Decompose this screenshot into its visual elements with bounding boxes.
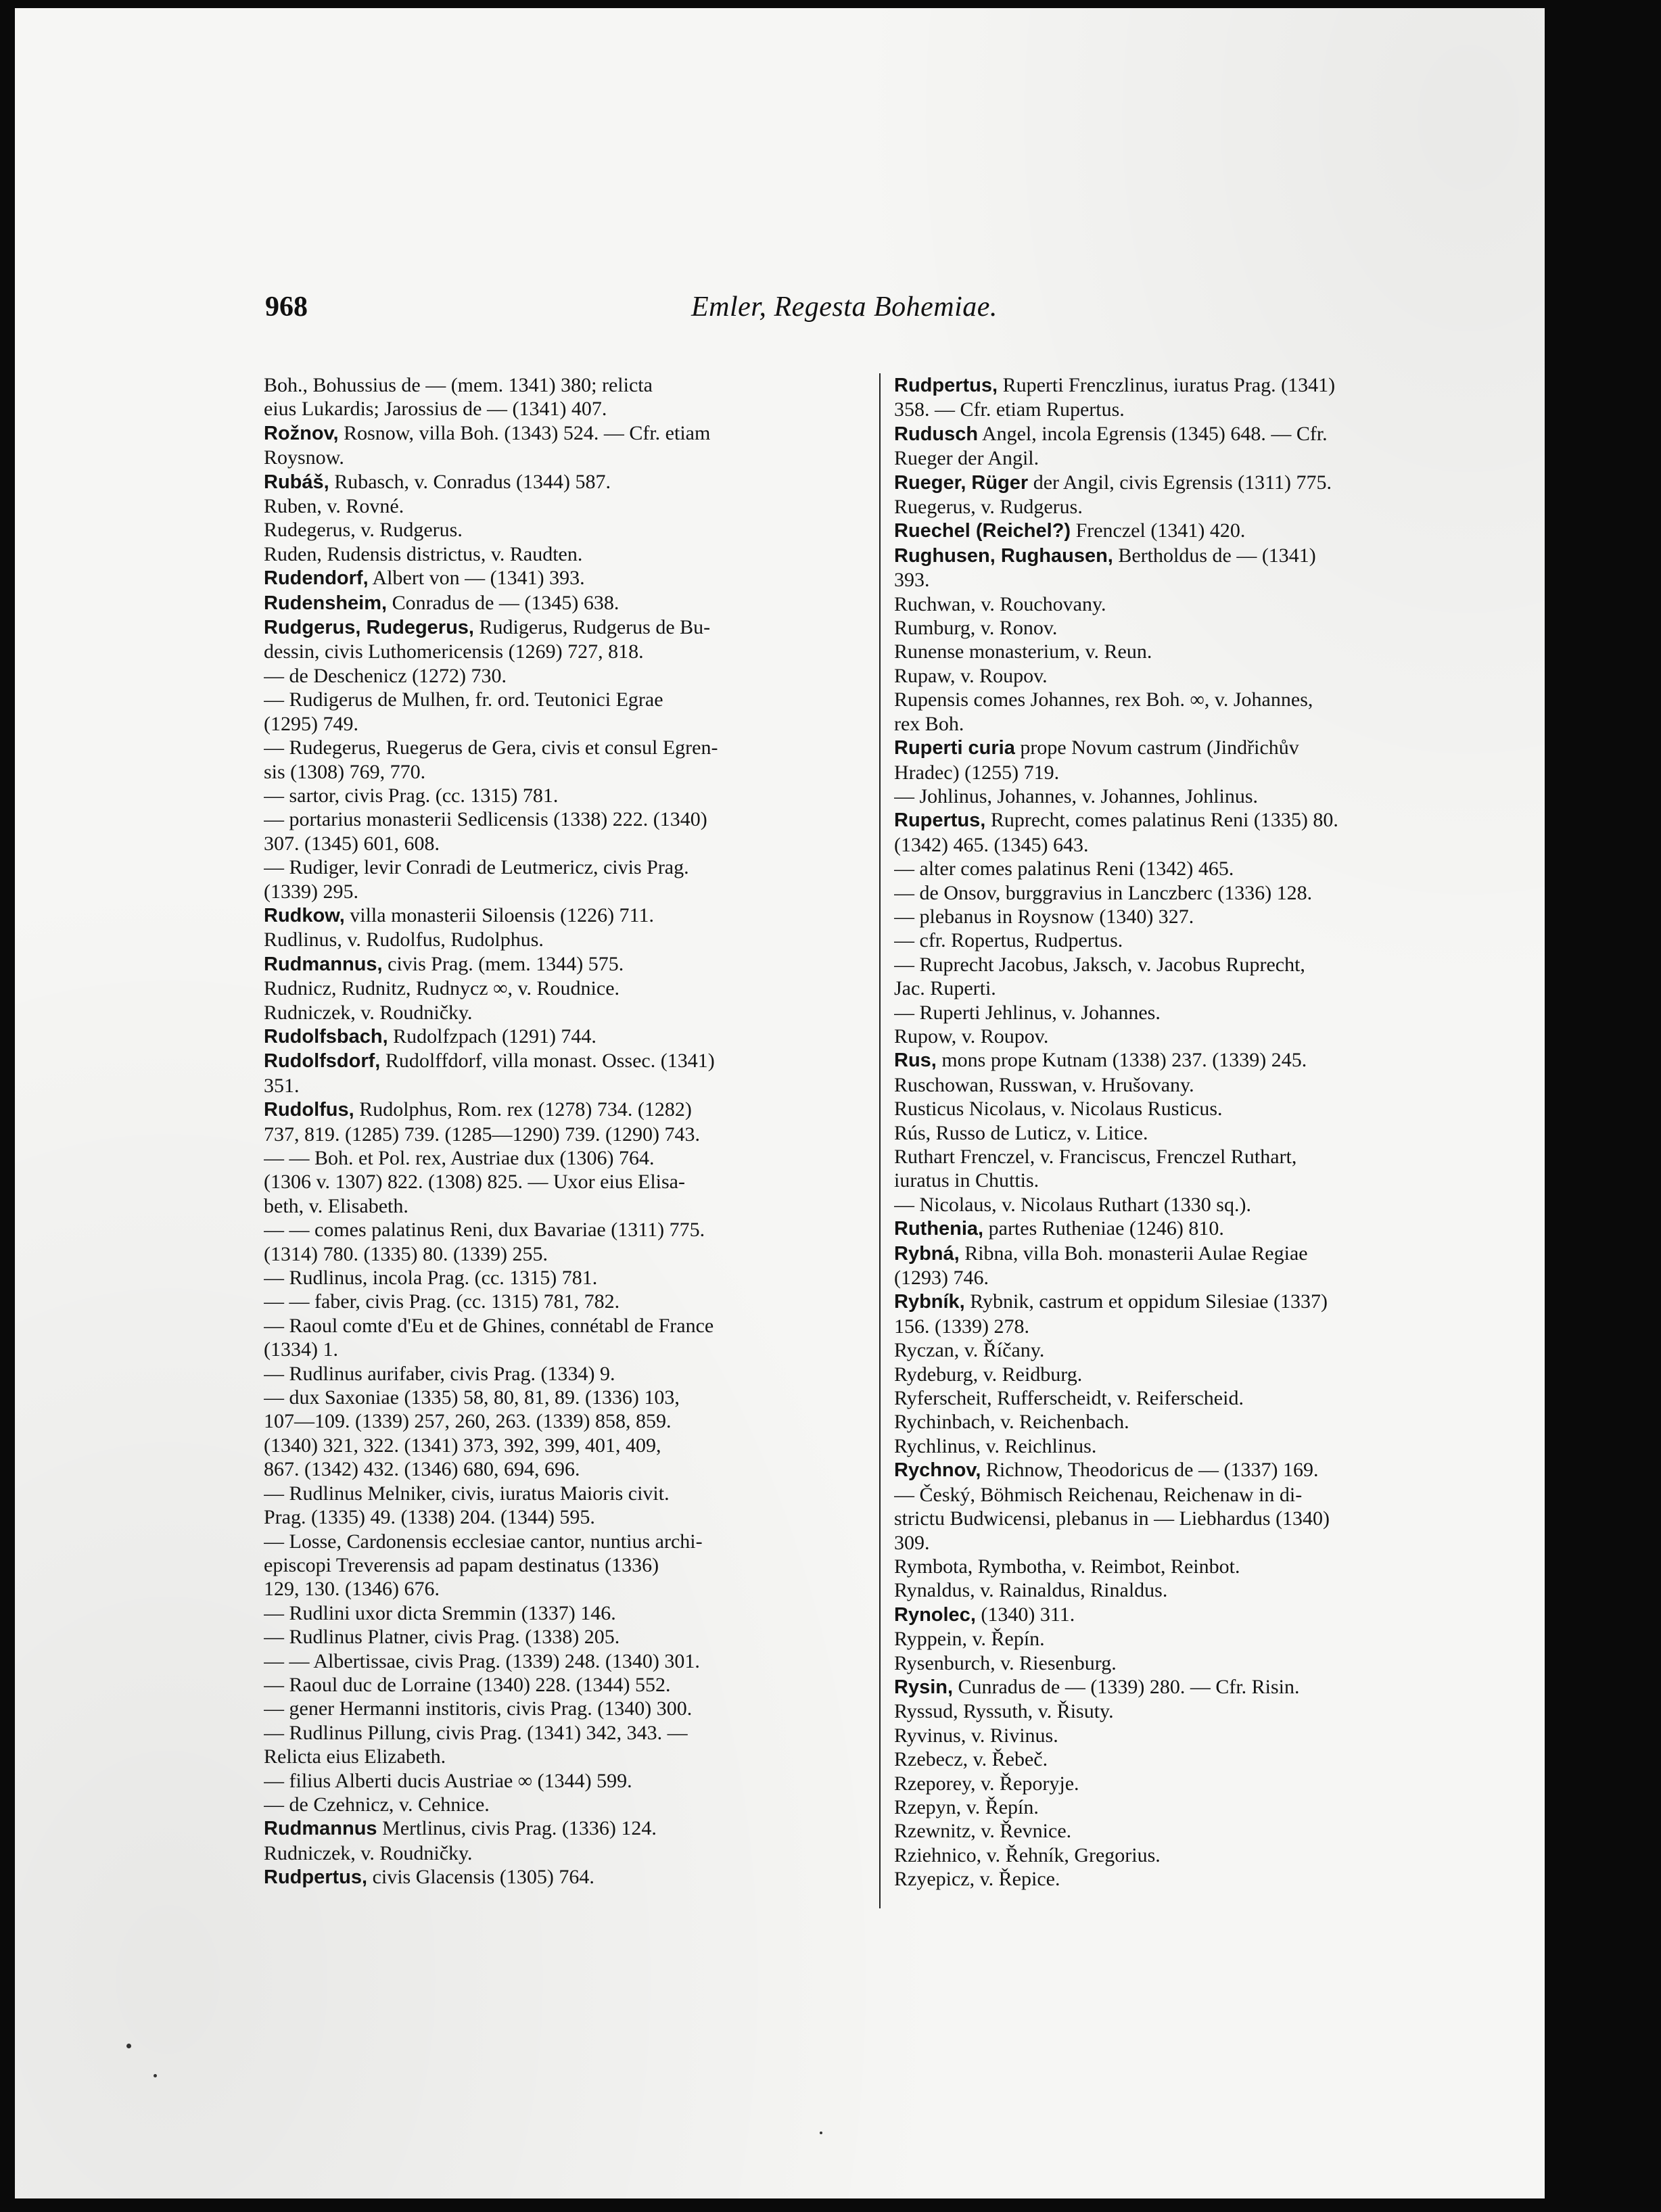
index-entry-line xyxy=(264,1530,859,1553)
entry-text: — de Czehnicz, v. Cehnice. xyxy=(264,1793,490,1816)
entry-text: — portarius monasterii Sedlicensis (1338) 222. (1340) xyxy=(264,808,707,831)
index-entry-line xyxy=(894,808,1489,832)
page-header xyxy=(265,291,1462,331)
entry-headword: Rudkow, xyxy=(264,904,345,926)
index-entry-line xyxy=(894,1025,1489,1048)
entry-text: — — Boh. et Pol. rex, Austriae dux (1306) 764. xyxy=(264,1147,655,1169)
entry-text: Ruegerus, v. Rudgerus. xyxy=(894,496,1083,519)
index-entry-line xyxy=(264,1290,859,1313)
entry-text: Jac. Ruperti. xyxy=(894,977,996,1000)
index-entry-line xyxy=(264,1218,859,1242)
entry-text: 393. xyxy=(894,569,930,592)
entry-text: Ruben, v. Rovné. xyxy=(264,495,404,518)
running-title: Emler, Regesta Bohemiae. xyxy=(691,291,998,323)
index-entry-line xyxy=(264,470,859,494)
index-entry-line xyxy=(264,640,859,663)
entry-text: Rumburg, v. Ronov. xyxy=(894,617,1058,640)
index-entry-line xyxy=(894,1747,1489,1771)
index-entry-line xyxy=(264,1649,859,1673)
index-entry-line xyxy=(894,1121,1489,1145)
entry-text: — de Deschenicz (1272) 730. xyxy=(264,664,507,687)
entry-text: Rudigerus, Rudgerus de Bu- xyxy=(474,616,711,639)
index-entry-line xyxy=(894,664,1489,688)
entry-text: Rupensis comes Johannes, rex Boh. ∞, v. Johannes, xyxy=(894,688,1313,711)
index-entry-line xyxy=(264,1049,859,1073)
entry-text: — Nicolaus, v. Nicolaus Ruthart (1330 sq.). xyxy=(894,1193,1251,1216)
index-entry-line xyxy=(894,1651,1489,1675)
entry-text: Ryppein, v. Řepín. xyxy=(894,1628,1045,1651)
index-entry-line xyxy=(264,1338,859,1361)
index-entry-line xyxy=(894,616,1489,640)
entry-text: Ruprecht, comes palatinus Reni (1335) 80. xyxy=(985,809,1338,832)
index-entry-line xyxy=(264,664,859,688)
index-entry-line xyxy=(894,446,1489,470)
entry-text: — Rudlini uxor dicta Sremmin (1337) 146. xyxy=(264,1601,616,1624)
index-entry-line xyxy=(264,952,859,976)
entry-text: — Rudegerus, Ruegerus de Gera, civis et consul Egren- xyxy=(264,736,718,759)
index-entry-line xyxy=(894,833,1489,857)
entry-text: — sartor, civis Prag. (cc. 1315) 781. xyxy=(264,784,559,807)
entry-text: 107—109. (1339) 257, 260, 263. (1339) 858, 859. xyxy=(264,1410,672,1433)
entry-text: Conradus de — (1345) 638. xyxy=(387,591,619,614)
index-entry-line xyxy=(264,1601,859,1625)
index-entry-line xyxy=(264,1386,859,1409)
entry-headword: Rysin, xyxy=(894,1676,954,1698)
index-entry-line xyxy=(894,761,1489,784)
index-entry-line xyxy=(894,1001,1489,1025)
index-entry-line xyxy=(894,1724,1489,1747)
entry-text: Ryssud, Ryssuth, v. Řisuty. xyxy=(894,1700,1114,1723)
entry-text: Ribna, villa Boh. monasterii Aulae Regiae xyxy=(959,1242,1308,1265)
entry-text: Rudolffdorf, villa monast. Ossec. (1341) xyxy=(380,1050,715,1073)
index-entry-line xyxy=(894,736,1489,760)
index-entry-line xyxy=(894,1675,1489,1699)
entry-headword: Rudgerus, Rudegerus, xyxy=(264,617,474,639)
index-entry-line xyxy=(894,1073,1489,1097)
entry-text: 351. xyxy=(264,1074,300,1097)
index-entry-line xyxy=(264,1434,859,1457)
entry-text: 867. (1342) 432. (1346) 680, 694, 696. xyxy=(264,1458,580,1481)
index-entry-line xyxy=(894,1483,1489,1507)
index-entry-line xyxy=(264,760,859,784)
index-entry-line xyxy=(894,1097,1489,1121)
entry-text: der Angil, civis Egrensis (1311) 775. xyxy=(1028,471,1332,494)
index-entry-line xyxy=(894,688,1489,711)
entry-text: Runense monasterium, v. Reun. xyxy=(894,640,1152,663)
entry-headword: Rubáš, xyxy=(264,471,329,493)
index-entry-line xyxy=(264,880,859,903)
column-divider xyxy=(879,373,881,1908)
index-entry-line xyxy=(264,1482,859,1505)
entry-text: civis Prag. (mem. 1344) 575. xyxy=(382,952,624,975)
index-entry-line xyxy=(264,736,859,759)
entry-text: 156. (1339) 278. xyxy=(894,1315,1029,1338)
entry-text: Rychinbach, v. Reichenbach. xyxy=(894,1411,1129,1434)
index-entry-line xyxy=(264,1409,859,1433)
index-entry-line xyxy=(264,615,859,640)
entry-text: — Rudigerus de Mulhen, fr. ord. Teutonici Egrae xyxy=(264,688,663,711)
entry-text: Roysnow. xyxy=(264,446,344,469)
entry-text: Rudniczek, v. Roudničky. xyxy=(264,1841,473,1864)
entry-text: Rudniczek, v. Roudničky. xyxy=(264,1001,473,1024)
entry-text: partes Rutheniae (1246) 810. xyxy=(983,1217,1224,1240)
entry-text: eius Lukardis; Jarossius de — (1341) 407. xyxy=(264,398,607,421)
entry-text: Rudolphus, Rom. rex (1278) 734. (1282) xyxy=(354,1098,692,1121)
index-entry-line xyxy=(264,494,859,518)
index-entry-line xyxy=(894,1603,1489,1627)
index-entry-line xyxy=(894,1217,1489,1241)
index-entry-line xyxy=(264,1745,859,1768)
entry-text: — dux Saxoniae (1335) 58, 80, 81, 89. (1336) 103, xyxy=(264,1386,680,1409)
entry-text: — — comes palatinus Reni, dux Bavariae (1311) 775. xyxy=(264,1219,705,1242)
index-entry-line xyxy=(264,1625,859,1649)
entry-text: Rudegerus, v. Rudgerus. xyxy=(264,519,463,542)
index-entry-line xyxy=(894,1266,1489,1290)
index-entry-line xyxy=(264,1457,859,1481)
scan-speck xyxy=(820,2132,822,2134)
index-entry-line xyxy=(894,905,1489,928)
entry-text: Rynaldus, v. Rainaldus, Rinaldus. xyxy=(894,1579,1168,1602)
entry-headword: Rudolfsdorf, xyxy=(264,1050,381,1073)
entry-text: Rzepyn, v. Řepín. xyxy=(894,1795,1039,1818)
entry-text: (1306 v. 1307) 822. (1308) 825. — Uxor eius Elisa- xyxy=(264,1171,685,1194)
entry-text: Rudnicz, Rudnitz, Rudnycz ∞, v. Roudnice. xyxy=(264,977,620,1000)
entry-text: Relicta eius Elizabeth. xyxy=(264,1745,446,1768)
entry-text: villa monasterii Siloensis (1226) 711. xyxy=(344,903,654,926)
entry-text: Rupaw, v. Roupov. xyxy=(894,664,1048,687)
index-entry-line xyxy=(894,1555,1489,1578)
entry-headword: Rybník, xyxy=(894,1291,965,1313)
index-entry-line xyxy=(264,1242,859,1266)
index-entry-line xyxy=(264,1001,859,1025)
index-entry-line xyxy=(894,1338,1489,1362)
entry-text: Mertlinus, civis Prag. (1336) 124. xyxy=(377,1817,657,1840)
index-entry-line xyxy=(894,1507,1489,1530)
entry-headword: Rudusch xyxy=(894,423,979,445)
entry-headword: Rueger, Rüger xyxy=(894,471,1029,494)
entry-text: — Rudlinus aurifaber, civis Prag. (1334) 9. xyxy=(264,1362,615,1385)
entry-text: Rziehnico, v. Řehník, Gregorius. xyxy=(894,1843,1161,1866)
entry-headword: Rus, xyxy=(894,1050,937,1072)
entry-text: Cunradus de — (1339) 280. — Cfr. Risin. xyxy=(953,1675,1300,1698)
entry-text: mons prope Kutnam (1338) 237. (1339) 245. xyxy=(936,1049,1307,1072)
entry-text: — Ruperti Jehlinus, v. Johannes. xyxy=(894,1001,1161,1024)
entry-text: — gener Hermanni institoris, civis Prag. (1340) 300. xyxy=(264,1697,693,1720)
index-entry-line xyxy=(264,832,859,855)
entry-text: — Rudiger, levir Conradi de Leutmericz, civis Prag. xyxy=(264,856,689,879)
index-entry-line xyxy=(264,784,859,807)
index-entry-line xyxy=(894,712,1489,736)
entry-text: — filius Alberti ducis Austriae ∞ (1344) 599. xyxy=(264,1769,632,1792)
index-entry-line xyxy=(264,518,859,542)
index-entry-line xyxy=(894,1315,1489,1338)
entry-text: Rubasch, v. Conradus (1344) 587. xyxy=(329,470,611,493)
entry-text: Rzebecz, v. Řebeč. xyxy=(894,1748,1048,1771)
index-entry-line xyxy=(264,903,859,928)
entry-text: — Raoul duc de Lorraine (1340) 228. (1344) 552. xyxy=(264,1673,671,1696)
index-entry-line xyxy=(894,1363,1489,1386)
entry-text: Frenczel (1341) 420. xyxy=(1071,519,1246,542)
entry-headword: Rughusen, Rughausen, xyxy=(894,544,1113,567)
entry-text: Rusticus Nicolaus, v. Nicolaus Rusticus. xyxy=(894,1098,1223,1121)
index-entry-line xyxy=(894,1819,1489,1843)
entry-text: (1340) 311. xyxy=(975,1603,1075,1626)
entry-headword: Rudolfsbach, xyxy=(264,1025,388,1048)
index-entry-line xyxy=(894,953,1489,976)
entry-text: prope Novum castrum (Jindřichův xyxy=(1014,736,1299,759)
index-entry-line xyxy=(894,928,1489,952)
index-entry-line xyxy=(894,398,1489,421)
index-entry-line xyxy=(264,688,859,711)
index-entry-line xyxy=(894,1531,1489,1555)
entry-text: — Rudlinus Pillung, civis Prag. (1341) 342, 343. — xyxy=(264,1721,688,1744)
index-entry-line xyxy=(894,1386,1489,1410)
index-entry-line xyxy=(894,1458,1489,1482)
entry-text: (1340) 321, 322. (1341) 373, 392, 399, 401, 409, xyxy=(264,1434,661,1457)
entry-text: Angel, incola Egrensis (1345) 648. — Cfr. xyxy=(978,422,1328,445)
entry-headword: Rybná, xyxy=(894,1242,960,1265)
entry-text: — Rudlinus Melniker, civis, iuratus Maioris civit. xyxy=(264,1482,670,1505)
entry-text: Boh., Bohussius de — (mem. 1341) 380; relicta xyxy=(264,374,653,396)
entry-text: 737, 819. (1285) 739. (1285—1290) 739. (1290) 743. xyxy=(264,1123,700,1146)
entry-headword: Rudensheim, xyxy=(264,592,388,614)
index-entry-line xyxy=(264,1025,859,1049)
entry-text: Ruthart Frenczel, v. Franciscus, Frenczel Ruthart, xyxy=(894,1146,1297,1168)
entry-text: Bertholdus de — (1341) xyxy=(1113,544,1316,567)
index-entry-line xyxy=(894,784,1489,808)
entry-text: (1295) 749. xyxy=(264,712,358,735)
entry-text: — Rudlinus, incola Prag. (cc. 1315) 781. xyxy=(264,1267,598,1290)
entry-text: Rzewnitz, v. Řevnice. xyxy=(894,1820,1072,1843)
index-entry-line xyxy=(264,446,859,469)
entry-text: Rzeporey, v. Řeporyje. xyxy=(894,1772,1079,1795)
index-entry-line xyxy=(894,1193,1489,1217)
entry-text: — — Albertissae, civis Prag. (1339) 248. (1340) 301. xyxy=(264,1649,700,1672)
entry-text: beth, v. Elisabeth. xyxy=(264,1194,408,1217)
entry-headword: Rožnov, xyxy=(264,422,339,444)
entry-text: — Český, Böhmisch Reichenau, Reichenaw in di- xyxy=(894,1483,1303,1506)
entry-text: (1293) 746. xyxy=(894,1267,989,1290)
index-entry-line xyxy=(894,471,1489,495)
entry-text: (1314) 780. (1335) 80. (1339) 255. xyxy=(264,1242,548,1265)
index-entry-line xyxy=(894,373,1489,398)
entry-headword: Rudpertus, xyxy=(894,375,998,396)
entry-text: Ryczan, v. Říčany. xyxy=(894,1339,1045,1362)
index-entry-line xyxy=(894,640,1489,663)
index-entry-line xyxy=(894,1699,1489,1723)
index-entry-line xyxy=(894,1145,1489,1169)
index-entry-line xyxy=(894,568,1489,592)
entry-text: episcopi Treverensis ad papam destinatus (1336) xyxy=(264,1553,659,1576)
entry-text: Rús, Russo de Luticz, v. Litice. xyxy=(894,1121,1148,1144)
entry-headword: Rudmannus, xyxy=(264,953,383,975)
scan-speck xyxy=(126,2044,131,2048)
entry-text: Richnow, Theodoricus de — (1337) 169. xyxy=(981,1459,1319,1482)
entry-headword: Ruechel (Reichel?) xyxy=(894,520,1071,542)
index-entry-line xyxy=(264,421,859,446)
entry-text: Rzyepicz, v. Řepice. xyxy=(894,1868,1060,1891)
entry-text: strictu Budwicensi, plebanus in — Liebhardus (1340) xyxy=(894,1507,1330,1530)
index-entry-line xyxy=(894,1242,1489,1266)
entry-headword: Rudolfus, xyxy=(264,1099,354,1121)
entry-text: (1342) 465. (1345) 643. xyxy=(894,833,1089,856)
index-entry-line xyxy=(894,1867,1489,1891)
entry-headword: Rudmannus xyxy=(264,1818,377,1840)
entry-text: Rupow, v. Roupov. xyxy=(894,1025,1049,1048)
index-entry-line xyxy=(894,857,1489,880)
entry-text: Rudlinus, v. Rudolfus, Rudolphus. xyxy=(264,928,544,951)
scan-speck xyxy=(154,2074,157,2077)
entry-text: — Johlinus, Johannes, v. Johannes, Johlinus. xyxy=(894,784,1259,807)
index-entry-line xyxy=(264,1098,859,1122)
index-entry-line xyxy=(264,1314,859,1338)
entry-text: sis (1308) 769, 770. xyxy=(264,760,426,783)
index-entry-line xyxy=(894,422,1489,446)
entry-text: Rysenburch, v. Riesenburg. xyxy=(894,1651,1117,1674)
index-entry-line xyxy=(264,807,859,831)
index-entry-line xyxy=(894,881,1489,905)
entry-headword: Ruperti curia xyxy=(894,737,1015,759)
entry-text: Ruschowan, Russwan, v. Hrušovany. xyxy=(894,1073,1194,1096)
index-entry-line xyxy=(894,1048,1489,1073)
index-entry-line xyxy=(264,1266,859,1290)
index-entry-line xyxy=(264,1816,859,1841)
index-entry-line xyxy=(894,1410,1489,1434)
entry-headword: Rychnov, xyxy=(894,1459,981,1482)
index-entry-line xyxy=(264,1769,859,1793)
index-entry-line xyxy=(264,1793,859,1816)
entry-text: — alter comes palatinus Reni (1342) 465. xyxy=(894,857,1234,880)
entry-text: Rosnow, villa Boh. (1343) 524. — Cfr. etiam xyxy=(338,421,711,444)
index-entry-line xyxy=(264,976,859,1000)
entry-text: — plebanus in Roysnow (1340) 327. xyxy=(894,905,1194,928)
index-entry-line xyxy=(264,1146,859,1170)
entry-text: — Ruprecht Jacobus, Jaksch, v. Jacobus Ruprecht, xyxy=(894,953,1305,976)
index-entry-line xyxy=(264,373,859,397)
entry-text: civis Glacensis (1305) 764. xyxy=(367,1866,594,1889)
index-entry-line xyxy=(264,1553,859,1577)
index-entry-line xyxy=(264,397,859,421)
index-entry-line xyxy=(264,591,859,615)
index-column-right xyxy=(894,373,1489,1891)
index-entry-line xyxy=(264,1865,859,1889)
index-entry-line xyxy=(264,1577,859,1601)
entry-text: Rychlinus, v. Reichlinus. xyxy=(894,1434,1097,1457)
index-entry-line xyxy=(264,1841,859,1865)
index-entry-line xyxy=(894,1434,1489,1458)
entry-text: 307. (1345) 601, 608. xyxy=(264,832,440,855)
page-number: 968 xyxy=(265,291,308,323)
index-entry-line xyxy=(894,1169,1489,1192)
index-column-left xyxy=(264,373,859,1890)
index-entry-line xyxy=(894,1843,1489,1867)
index-entry-line xyxy=(894,1290,1489,1314)
entry-text: 129, 130. (1346) 676. xyxy=(264,1578,440,1601)
index-entry-line xyxy=(894,1772,1489,1795)
entry-text: — Rudlinus Platner, civis Prag. (1338) 205. xyxy=(264,1626,620,1649)
entry-text: Ryferscheit, Rufferscheidt, v. Reiferscheid. xyxy=(894,1387,1244,1410)
index-entry-line xyxy=(264,1194,859,1218)
index-entry-line xyxy=(264,542,859,566)
entry-text: Rydeburg, v. Reidburg. xyxy=(894,1363,1083,1386)
index-entry-line xyxy=(264,712,859,736)
entry-text: Ruden, Rudensis districtus, v. Raudten. xyxy=(264,542,583,565)
index-entry-line xyxy=(894,592,1489,616)
entry-text: (1334) 1. xyxy=(264,1338,338,1361)
entry-text: (1339) 295. xyxy=(264,880,358,903)
entry-text: dessin, civis Luthomericensis (1269) 727, 818. xyxy=(264,640,644,663)
index-entry-line xyxy=(264,855,859,879)
index-entry-line xyxy=(264,1170,859,1194)
index-entry-line xyxy=(264,928,859,951)
entry-text: Hradec) (1255) 719. xyxy=(894,761,1060,784)
index-entry-line xyxy=(894,1795,1489,1819)
entry-text: — de Onsov, burggravius in Lanczberc (1336) 128. xyxy=(894,881,1313,904)
entry-text: rex Boh. xyxy=(894,712,964,735)
entry-headword: Rudpertus, xyxy=(264,1866,368,1889)
index-entry-line xyxy=(264,1505,859,1529)
entry-text: Rymbota, Rymbotha, v. Reimbot, Reinbot. xyxy=(894,1555,1240,1578)
entry-headword: Ruthenia, xyxy=(894,1218,984,1240)
index-entry-line xyxy=(264,1721,859,1745)
index-entry-line xyxy=(894,495,1489,519)
index-entry-line xyxy=(264,1673,859,1697)
entry-text: Rueger der Angil. xyxy=(894,447,1039,470)
entry-text: 309. xyxy=(894,1531,930,1554)
entry-text: Ryvinus, v. Rivinus. xyxy=(894,1724,1058,1747)
entry-text: — — faber, civis Prag. (cc. 1315) 781, 782. xyxy=(264,1290,620,1313)
entry-headword: Rupertus, xyxy=(894,809,986,832)
entry-text: Ruchwan, v. Rouchovany. xyxy=(894,592,1106,615)
index-entry-line xyxy=(264,566,859,590)
entry-headword: Rudendorf, xyxy=(264,567,369,590)
entry-headword: Rynolec, xyxy=(894,1603,976,1626)
entry-text: iuratus in Chuttis. xyxy=(894,1169,1039,1192)
scanned-page xyxy=(15,8,1545,2198)
index-entry-line xyxy=(264,1123,859,1146)
index-entry-line xyxy=(264,1697,859,1720)
index-entry-line xyxy=(894,519,1489,543)
index-entry-line xyxy=(894,1578,1489,1602)
entry-text: Ruperti Frenczlinus, iuratus Prag. (1341) xyxy=(998,374,1336,396)
index-entry-line xyxy=(264,1074,859,1098)
entry-text: — Losse, Cardonensis ecclesiae cantor, nuntius archi- xyxy=(264,1530,703,1553)
index-entry-line xyxy=(264,1362,859,1386)
entry-text: Albert von — (1341) 393. xyxy=(368,567,585,590)
entry-text: Rybnik, castrum et oppidum Silesiae (1337) xyxy=(964,1290,1328,1313)
entry-text: — cfr. Ropertus, Rudpertus. xyxy=(894,929,1123,952)
entry-text: Prag. (1335) 49. (1338) 204. (1344) 595. xyxy=(264,1506,595,1529)
entry-text: 358. — Cfr. etiam Rupertus. xyxy=(894,398,1125,421)
index-entry-line xyxy=(894,976,1489,1000)
index-entry-line xyxy=(894,1627,1489,1651)
entry-text: Rudolfzpach (1291) 744. xyxy=(388,1025,596,1048)
entry-text: — Raoul comte d'Eu et de Ghines, connétabl de France xyxy=(264,1314,714,1337)
index-entry-line xyxy=(894,544,1489,568)
